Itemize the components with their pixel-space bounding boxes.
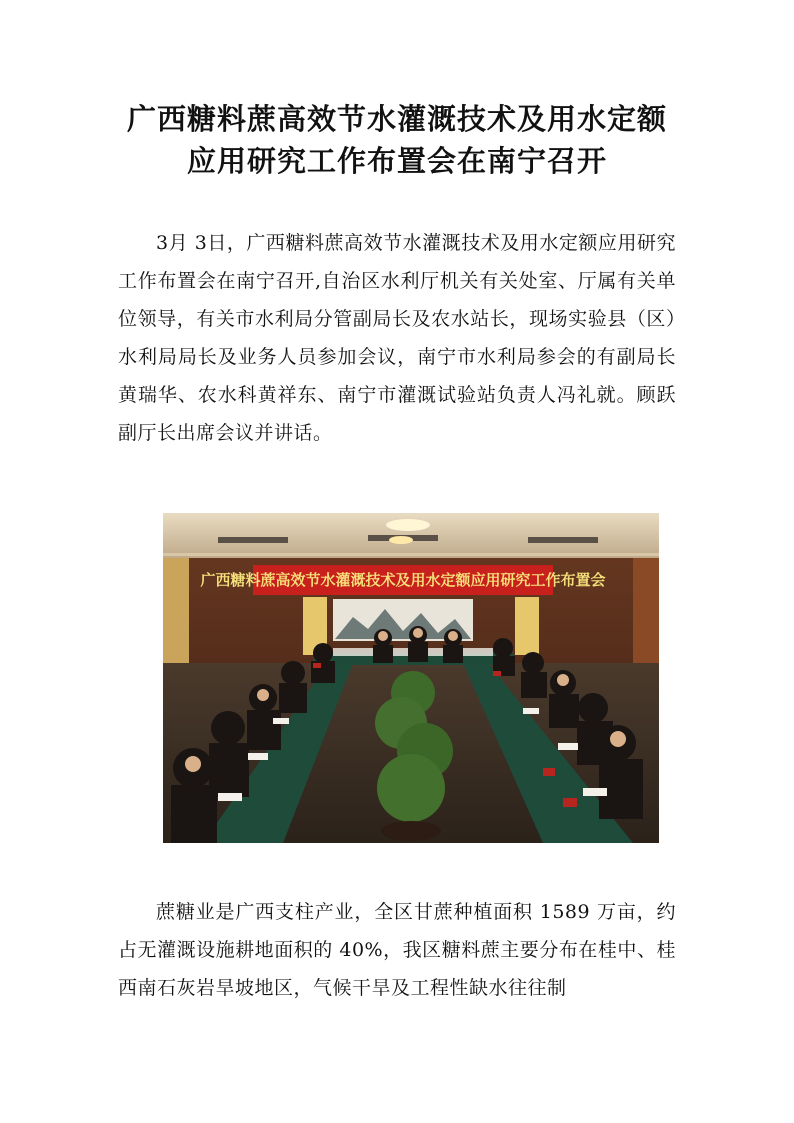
body-paragraph-1: 3月 3日，广西糖料蔗高效节水灌溉技术及用水定额应用研究工作布置会在南宁召开,自治区水利厅机关有关处室、厅属有关单位领导，有关市水利局分管副局长及农水站长，现场实验县（区）水利局局长及业务人员参加会议，南宁市水利局参会的有副局长黄瑞华、农水科黄祥东、南宁市灌溉试验站负责人冯礼就。顾跃副厅长出席会议并讲话。 <box>118 232 676 444</box>
document-title-line-1: 广西糖料蔗高效节水灌溉技术及用水定额 <box>126 102 667 136</box>
meeting-photo <box>163 513 659 843</box>
document-title-line-2: 应用研究工作布置会在南宁召开 <box>186 144 607 178</box>
banner-text: 广西糖料蔗高效节水灌溉技术及用水定额应用研究工作布置会 <box>200 571 606 589</box>
body-paragraph-2: 蔗糖业是广西支柱产业，全区甘蔗种植面积 1589 万亩，约占无灌溉设施耕地面积的 40%，我区糖料蔗主要分布在桂中、桂西南石灰岩旱坡地区，气候干旱及工程性缺水往往制 <box>118 901 676 999</box>
